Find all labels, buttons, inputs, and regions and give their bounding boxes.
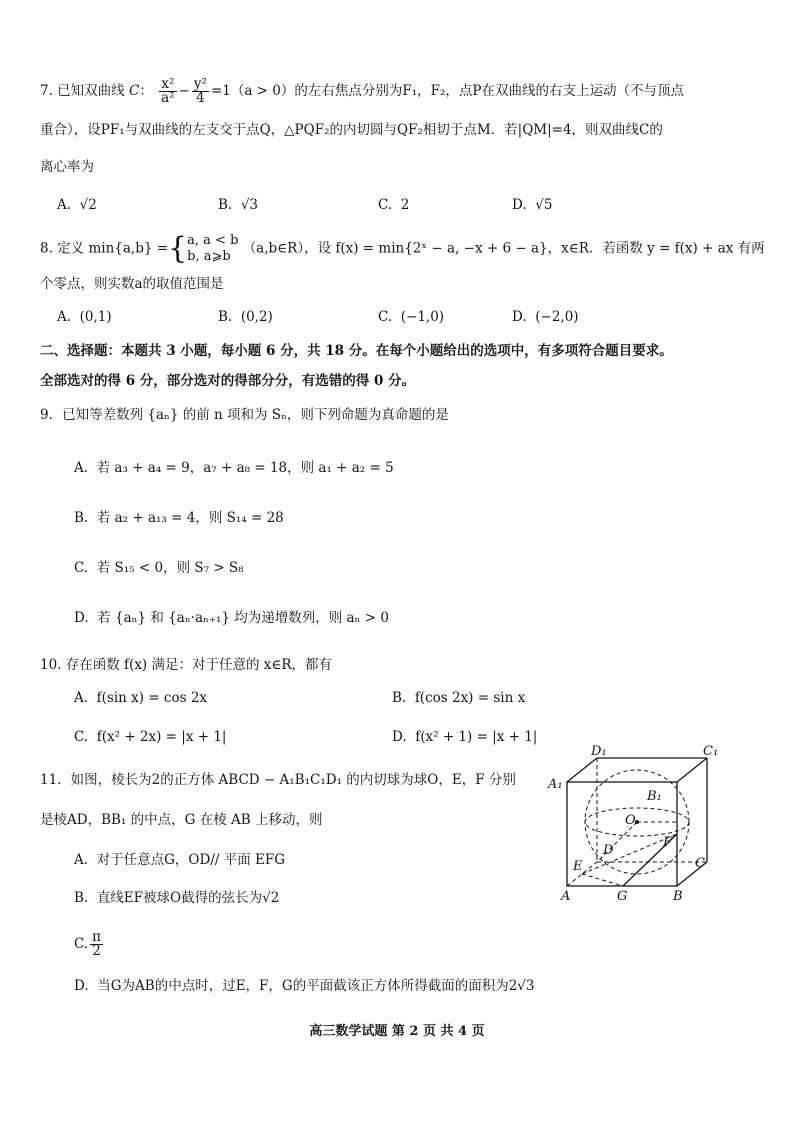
q9-option-a[interactable]: A. 若 a₃ + a₄ = 9，a₇ + a₈ = 18，则 a₁ + a₂ = 5 xyxy=(74,460,394,476)
q10-option-c[interactable]: C. f(x² + 2x) = |x + 1| xyxy=(74,729,227,745)
q8-brace: { xyxy=(168,231,188,266)
section2-line2: 全部选对的得 6 分，部分选对的得部分分，有选错的得 0 分。 xyxy=(40,373,416,389)
q11-option-a[interactable]: A. 对于任意点G，OD// 平面 EFG xyxy=(74,852,286,868)
q7-option-c[interactable]: C. 2 xyxy=(378,197,410,213)
label-a1: A₁ xyxy=(548,777,563,792)
q11-line1: 11．如图，棱长为2的正方体 ABCD − A₁B₁C₁D₁ 的内切球为球O，E，F 分别 xyxy=(40,772,516,788)
q11-line2: 是棱AD，BB₁ 的中点，G 在棱 AB 上移动，则 xyxy=(40,812,323,828)
edge-a1d1 xyxy=(567,758,597,782)
q7-option-a[interactable]: A. √2 xyxy=(57,197,97,213)
label-c1: C₁ xyxy=(703,744,719,759)
q11-option-c[interactable]: C. $\frac{\pi}{2}$ xyxy=(74,929,102,959)
q7-line2: 重合），设PF₁与双曲线的左支交于点Q，△PQF₂的内切圆与QF₂相切于点M．若|QM|=4，则双曲线C的 xyxy=(40,122,663,138)
q10-option-b[interactable]: B. f(cos 2x) = sin x xyxy=(392,690,526,706)
q8-option-a[interactable]: A. (0,1) xyxy=(57,309,112,325)
q7-line1: 7. 已知双曲线 C： $\frac{\text{x²}}{\text{a²}}$ − $\frac{\text{y²}}{4}$ =1（a > 0）的左右焦点分别为F₁，F₂，点P在双曲线的右支上运动（不与顶点 xyxy=(40,76,685,106)
section2-line1: 二、选择题：本题共 3 小题，每小题 6 分，共 18 分。在每个小题给出的选项中，有多项符合题目要求。 xyxy=(40,343,673,359)
q7-option-b[interactable]: B. √3 xyxy=(218,197,259,213)
q7-option-d[interactable]: D. √5 xyxy=(512,197,553,213)
label-b: B xyxy=(673,889,683,902)
q8-line2: 个零点，则实数a的取值范围是 xyxy=(40,276,224,292)
q9-option-b[interactable]: B. 若 a₂ + a₁₃ = 4，则 S₁₄ = 28 xyxy=(74,510,284,526)
page-footer: 高三数学试题 第 2 页 共 4 页 xyxy=(309,1024,485,1039)
q9-option-c[interactable]: C. 若 S₁₅ < 0，则 S₇ > S₈ xyxy=(74,560,244,576)
q10-option-a[interactable]: A. f(sin x) = cos 2x xyxy=(74,690,208,706)
q8-line1: 8. 定义 min{a,b} ={a, a < b b, a⩾b （a,b∈R），设 f(x) = min{2ˣ − a, −x + 6 − a}，x∈R．若函数 y = f(x) + ax 有两 xyxy=(40,231,765,266)
q7-frac2: $\frac{\text{y²}}{4}$ xyxy=(193,76,207,106)
q7-frac1: $\frac{\text{x²}}{\text{a²}}$ xyxy=(161,76,175,106)
q11-option-b[interactable]: B. 直线EF被球O截得的弦长为√2 xyxy=(74,890,280,906)
label-a: A xyxy=(561,889,571,902)
q9-stem: 9．已知等差数列 {aₙ} 的前 n 项和为 Sₙ，则下列命题为真命题的是 xyxy=(40,407,449,423)
q8-option-b[interactable]: B. (0,2) xyxy=(218,309,273,325)
q8-option-c[interactable]: C. (−1,0) xyxy=(378,309,445,325)
label-b1: B₁ xyxy=(647,789,662,804)
q9-option-d[interactable]: D. 若 {aₙ} 和 {aₙ·aₙ₊₁} 均为递增数列，则 aₙ > 0 xyxy=(74,610,389,626)
cube-figure xyxy=(545,742,720,902)
segment-eg xyxy=(582,874,623,886)
q7-line3: 离心率为 xyxy=(40,159,94,175)
label-o: O xyxy=(625,813,636,828)
q8-option-d[interactable]: D. (−2,0) xyxy=(512,309,579,325)
label-d: D xyxy=(603,843,614,858)
q11-frac-pi-2: $\frac{\pi}{2}$ xyxy=(92,929,102,959)
label-d1: D₁ xyxy=(591,744,607,759)
label-c: C xyxy=(695,856,705,871)
label-e: E xyxy=(573,859,583,874)
label-f: F xyxy=(663,835,673,850)
q10-option-d[interactable]: D. f(x² + 1) = |x + 1| xyxy=(392,729,538,745)
label-g: G xyxy=(617,889,628,902)
q8-piecewise: a, a < b b, a⩾b xyxy=(187,233,239,264)
q11-option-d[interactable]: D. 当G为AB的中点时，过E，F，G的平面截该正方体所得截面的面积为2√3 xyxy=(74,978,535,994)
q10-stem: 10. 存在函数 f(x) 满足：对于任意的 x∈R，都有 xyxy=(40,657,333,673)
edge-b1c1 xyxy=(677,758,707,782)
